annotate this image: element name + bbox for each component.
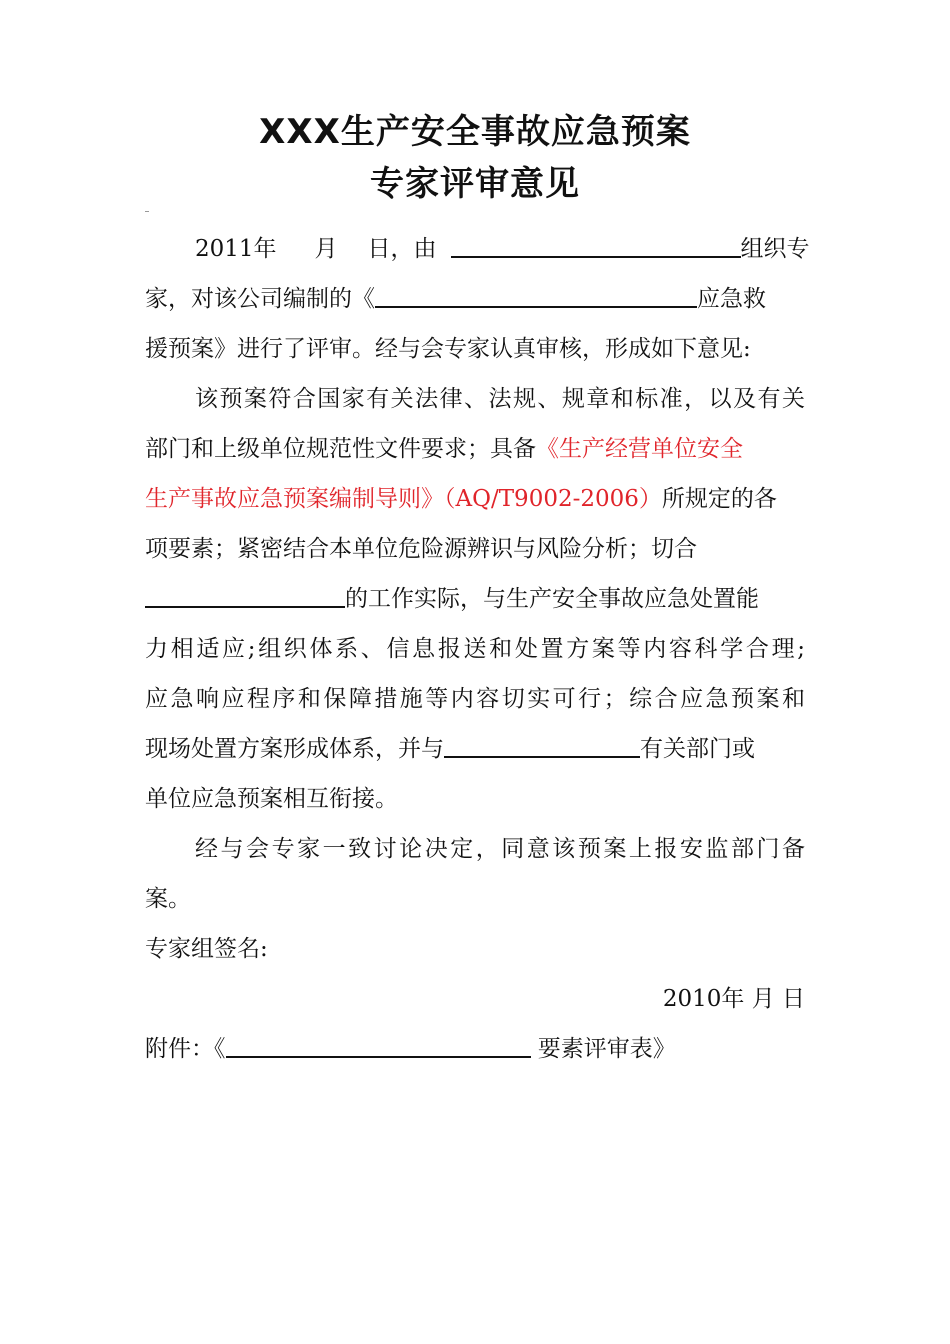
paragraph-1-line-2 <box>145 281 805 317</box>
plan-suffix-text: 应急救 <box>697 286 766 312</box>
paragraph-2-line-4: 项要素；紧密结合本单位危险源辨识与风险分析；切合 <box>145 536 697 562</box>
paragraph-2-line-8 <box>145 731 805 767</box>
attachment-name-blank[interactable] <box>226 1032 531 1058</box>
paragraph-1-line-3: 援预案》进行了评审。经与会专家认真审核，形成如下意见: <box>145 336 751 362</box>
document-title: XXX生产安全事故应急预案 <box>259 112 691 152</box>
paragraph-2-line-7: 应急响应程序和保障措施等内容切实可行；综合应急预案和 <box>145 686 805 712</box>
related-unit-blank[interactable] <box>444 732 640 758</box>
attachment-label: 附件：《 <box>145 1036 226 1062</box>
signature-label: 专家组签名: <box>145 936 268 962</box>
year-text: 2011年 <box>195 236 277 262</box>
plan-name-blank[interactable] <box>375 282 697 308</box>
elements-text: 所规定的各 <box>661 486 777 512</box>
paragraph-2-line-5 <box>145 581 805 617</box>
organizer-prefix-text: 日，由 <box>367 236 437 262</box>
paragraph-3-line-1: 经与会专家一致讨论决定，同意该预案上报安监部门备 <box>195 836 805 862</box>
paragraph-1-line-1 <box>195 231 810 267</box>
document-subtitle: 专家评审意见 <box>370 164 580 204</box>
attachment-line <box>145 1031 805 1067</box>
connection-prefix-text: 现场处置方案形成体系，并与 <box>145 736 444 762</box>
connection-suffix-text: 有关部门或 <box>640 736 755 762</box>
paragraph-3-line-2: 案。 <box>145 886 191 912</box>
month-text: 月 <box>314 236 338 262</box>
signature-date: 2010年 月 日 <box>662 986 805 1012</box>
paragraph-2-line-2 <box>145 431 805 467</box>
paragraph-2-line-1: 该预案符合国家有关法律、法规、规章和标准，以及有关 <box>195 386 805 412</box>
guideline-title-end: 生产事故应急预案编制导则》（AQ/T9002-2006） <box>145 486 662 512</box>
attachment-suffix: 要素评审表》 <box>530 1036 676 1062</box>
organizer-blank[interactable] <box>451 232 741 258</box>
paragraph-2-line-3 <box>145 481 805 517</box>
margin-mark <box>145 211 149 212</box>
paragraph-2-line-6: 力相适应;组织体系、信息报送和处置方案等内容科学合理; <box>145 636 805 662</box>
plan-prefix-text: 家，对该公司编制的《 <box>145 286 375 312</box>
organizer-suffix-text: 组织专 <box>740 236 810 262</box>
paragraph-2-line-9: 单位应急预案相互衔接。 <box>145 786 398 812</box>
guideline-title-start: 《生产经营单位安全 <box>536 436 743 462</box>
unit-blank[interactable] <box>145 582 345 608</box>
requirements-text: 部门和上级单位规范性文件要求；具备 <box>145 436 536 462</box>
work-reality-text: 的工作实际，与生产安全事故应急处置能 <box>345 586 759 612</box>
